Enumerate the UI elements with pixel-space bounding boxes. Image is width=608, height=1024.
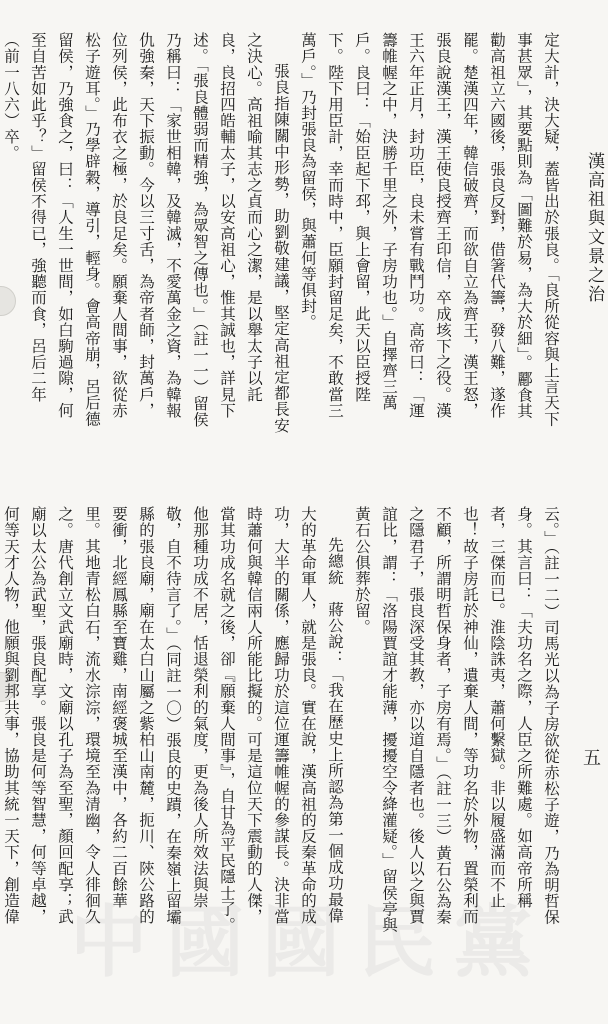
- upper-paragraph-2: 張良指陳關中形勢，助劉敬建議，堅定高祖定都長安之決心。高祖喻其志之貞而心之潔，是以舉太子以託良，良招四皓輔太子，以安高祖心，惟其誠也，詳見下述。「張良體弱而精強，為眾智之傳也。」（註一一）留侯乃稱曰：「家世相韓，及韓滅，不愛萬金之資，為韓報仇強秦，天下振動。今以三寸舌，為帝者師，封萬戶，位列侯，此布衣之極，於良足矣。願棄人間事，欲從赤松子遊耳。」乃學辟穀，導引，輕身。會高帝崩，呂后德留侯，乃強食之，曰：「人生一世間，如白駒過隙，何至自苦如此乎？」留侯不得已，強聽而食，呂后二年（前一八六）卒。: [2, 32, 290, 434]
- lower-paragraph-2: 先總統 蔣公說：「我在歷史上所認為第一個成功最偉大的革命軍人，就是張良。實在說，漢高祖的反秦革命的成功，大半的關係，應歸功於這位運籌帷幄的參謀長。決非當時蕭何與韓信兩人所能比擬的。可是這位天下震動的人傑，當其功成名就之後，卻『願棄人間事』，自甘為平民隱士了。他那種功成不居，恬退榮利的氣度，更為後人所效法與崇敬，自不待言了。」（同註一〇）張良的史蹟，在秦嶺上留壩縣的張良廟，廟在太白山屬之紫柏山南麓，扼川、陝公路的要衝，北經鳳縣至寶雞，南經褒城至漢中，各約二百餘華里。其地青松白石，流水淙淙，環境至為清幽，令人徘徊久之。唐代創立文武廟時，文廟以孔子為至聖，顏回配享；武廟以太公為武聖，張良配享。張良是何等智慧，何等卓越，何等天才人物，他願與劉邦共事，協助其統一天下，創造偉: [2, 506, 344, 933]
- running-title: 漢高祖與文景之治: [584, 152, 604, 304]
- upper-paragraph-1: 定大計，決大疑，蓋皆出於張良。「良所從容與上言天下事甚眾」，其要點則為「圖難於易，為大於細」。酈食其勸高祖立六國後，張良反對，借箸代籌，發八難，遂作罷。楚漢四年，韓信破齊，而欲自立為齊王，漢王怒，張良說漢王，漢王使良授齊王印信，卒成垓下之役。漢王六年正月，封功臣，良未嘗有戰鬥功。高帝曰：「運籌帷幄之中，決勝千里之外，子房功也。」自擇齊三萬戶。良曰：「始臣起下邳，與上會留，此天以臣授陛下。陛下用臣計，幸而時中，臣願封留足矣，不敢當三萬戶。」乃封張良為留侯，與蕭何等俱封。: [299, 32, 560, 427]
- upper-text-block: [2, 32, 564, 434]
- lower-paragraph-1: 云。」（註一二）司馬光以為子房欲從赤松子遊，乃為明哲保身。其言曰：「夫功名之際，人臣之所難處。如高帝所稱者，三傑而已。淮陰誅夷，蕭何繫獄。非以履盛滿而不止也！故子房託於神仙，遺棄人間，等功名於外物，置榮利而不顧，所謂明哲保身者，子房有焉。」（註一三）黃石公為秦之隱君子，張良深受其教，亦以道自隱者也。後人以之與賈誼比，謂：「洛陽賈誼才能薄，擾擾空令絳灌疑。」留侯亭與黃石公俱葬於留。: [353, 506, 560, 933]
- lower-text-block: [2, 506, 564, 936]
- page-number: 五: [580, 748, 601, 767]
- watermark: 中國國民黨: [69, 898, 550, 988]
